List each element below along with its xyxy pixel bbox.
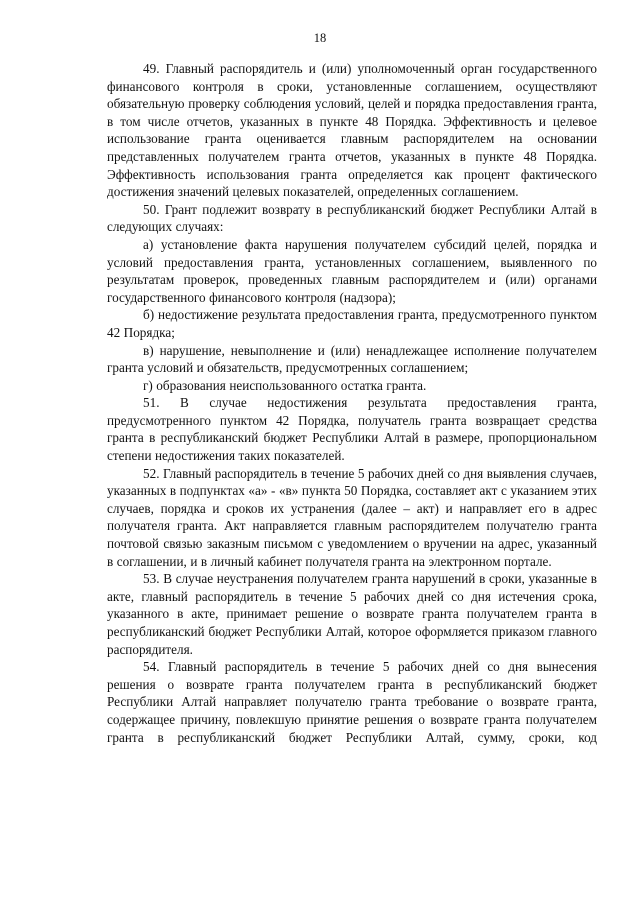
paragraph-50: 50. Грант подлежит возврату в республиканский бюджет Республики Алтай в следующих случаях: bbox=[107, 201, 597, 235]
paragraph-53: 53. В случае неустранения получателем гранта нарушений в сроки, указанные в акте, главный распорядитель в течение 5 рабочих дней со дня истечения срока, указанного в акте, принимает решение о возврате гранта получателем гранта в республиканский бюджет Республики Алтай, которое оформляется приказом главного распорядителя. bbox=[107, 571, 597, 657]
paragraph-54: 54. Главный распорядитель в течение 5 рабочих дней со дня вынесения решения о возврате гранта получателем гранта в республиканский бюджет Республики Алтай направляет получателю гранта требование о возврате гранта, содержащее причину, повлекшую принятие решения о возврате гранта получателем гранта в республиканский бюджет Республики Алтай, сумму, сроки, код bbox=[107, 659, 597, 745]
page-number: 18 bbox=[313, 31, 327, 45]
paragraph-49: 49. Главный распорядитель и (или) уполномоченный орган государственного финансового контроля в сроки, установленные соглашением, осуществляют обязательную проверку соблюдения условий, целей и порядка предоставления гранта, в том числе отчетов, указанных в пункте 48 Порядка. Эффективность и целевое использование гранта оценивается главным распорядителем на основании представленных получателем гранта отчетов, указанных в пункте 48 Порядка. Эффективность использования гранта определяется как процент фактического достижения значений целевых показателей, определенных соглашением. bbox=[107, 61, 597, 200]
paragraph-52: 52. Главный распорядитель в течение 5 рабочих дней со дня выявления случаев, указанных в подпунктах «а» - «в» пункта 50 Порядка, составляет акт с указанием этих случаев, порядка и сроков их устранения (далее – акт) и направляет его в адрес получателя гранта. Акт направляется главным распорядителем получателю гранта почтовой связью заказным письмом с уведомлением о вручении на адрес, указанный в соглашении, и в личный кабинет получателя гранта на электронном портале. bbox=[107, 465, 597, 569]
paragraph-50-g: г) образования неиспользованного остатка гранта. bbox=[143, 377, 427, 393]
document-body bbox=[107, 60, 597, 746]
paragraph-50-a: а) установление факта нарушения получателем субсидий целей, порядка и условий предоставления гранта, установленных соглашением, выявленного по результатам проверок, проведенных главным распорядителем и (или) органами государственного финансового контроля (надзора); bbox=[107, 236, 597, 305]
paragraph-51: 51. В случае недостижения результата предоставления гранта, предусмотренного пунктом 42 Порядка, получатель гранта возвращает средства гранта в республиканский бюджет Республики Алтай в размере, пропорциональном степени недостижения таких показателей. bbox=[107, 395, 597, 464]
paragraph-50-b: б) недостижение результата предоставления гранта, предусмотренного пунктом 42 Порядка; bbox=[107, 307, 597, 340]
paragraph-50-v: в) нарушение, невыполнение и (или) ненадлежащее исполнение получателем гранта условий и обязательств, предусмотренных соглашением; bbox=[107, 342, 597, 376]
